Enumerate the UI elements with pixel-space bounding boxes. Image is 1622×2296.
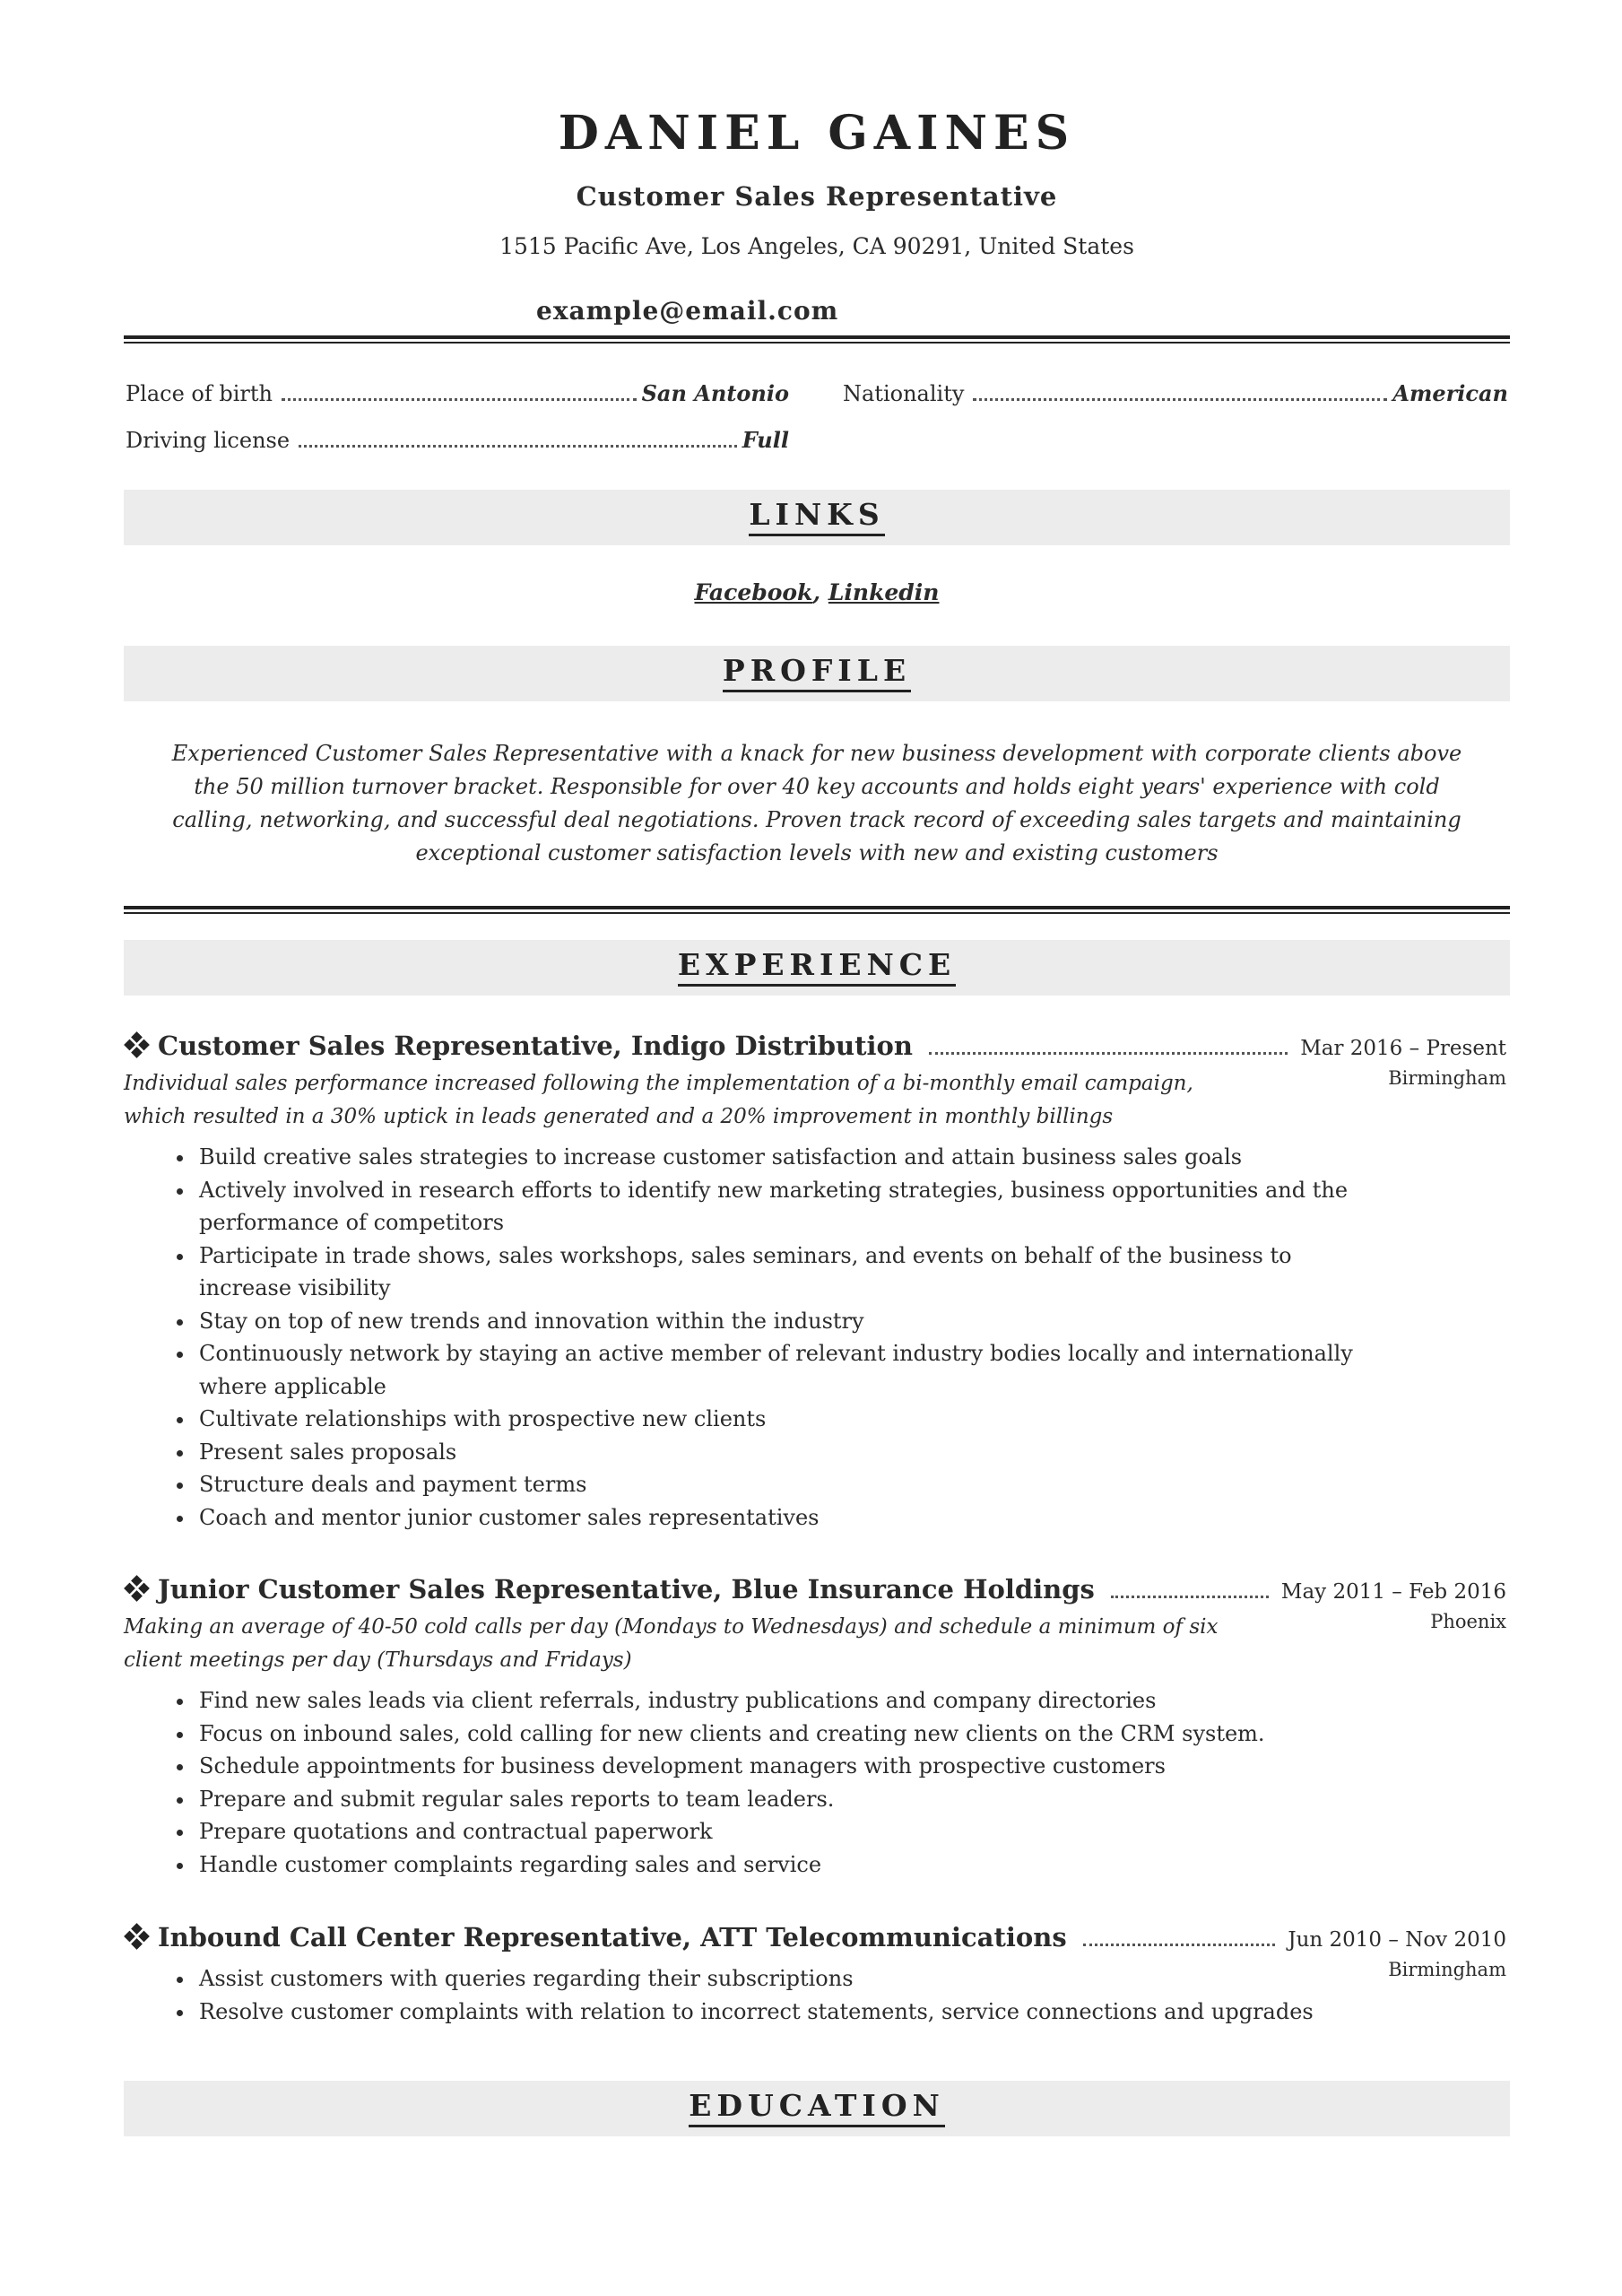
section-education — [124, 2081, 1510, 2136]
experience-description: Individual sales performance increased following the implementation of a bi-monthly email campaign, which resulted in a 30% uptick in leads generated and a 20% improvement in monthly billings — [124, 1072, 1193, 1128]
experience-description: Making an average of 40-50 cold calls per day (Mondays to Wednesdays) and schedule a minimum of six client meetings per day (Thursdays and Fridays) — [124, 1615, 1219, 1672]
experience-date: May 2011 – Feb 2016 — [1280, 1580, 1506, 1604]
section-title: EDUCATION — [689, 2090, 945, 2126]
job-title-heading: Customer Sales Representative — [576, 181, 1058, 212]
experience-bullets — [124, 1684, 1361, 1881]
dotted-leader — [973, 398, 1387, 401]
list-item: • Structure deals and payment terms — [195, 1468, 1361, 1501]
experience-title: Customer Sales Representative, Indigo Distribution — [158, 1031, 913, 1061]
candidate-name: DANIEL GAINES — [558, 106, 1076, 161]
experience-item — [124, 1571, 1510, 1881]
experience-bullets — [124, 1962, 1361, 2028]
dotted-leader — [929, 1052, 1288, 1055]
list-item: • Actively involved in research efforts to identify new marketing strategies, business opportunities and the performance of competitors — [195, 1174, 1361, 1239]
section-title: PROFILE — [723, 655, 911, 691]
diamond-bullet-icon — [124, 1031, 151, 1058]
info-label: Nationality — [843, 381, 965, 406]
list-item: • Handle customer complaints regarding sales and service — [195, 1848, 1361, 1882]
info-value: Full — [742, 427, 789, 453]
list-item: • Assist customers with queries regarding their subscriptions — [195, 1962, 1361, 1996]
dotted-leader — [1083, 1944, 1276, 1946]
list-item: • Prepare and submit regular sales reports to team leaders. — [195, 1783, 1361, 1816]
facebook-link[interactable]: Facebook — [694, 579, 813, 605]
section-links — [124, 490, 1510, 545]
address: 1515 Pacific Ave, Los Angeles, CA 90291, United States — [499, 233, 1134, 259]
experience-title: Inbound Call Center Representative, ATT Telecommunications — [158, 1922, 1067, 1952]
experience-date: Jun 2010 – Nov 2010 — [1288, 1928, 1506, 1952]
links-row — [124, 579, 1510, 605]
info-place-of-birth — [126, 380, 789, 406]
info-value: American — [1392, 380, 1508, 406]
diamond-bullet-icon — [124, 1575, 151, 1602]
list-item: • Continuously network by staying an active member of relevant industry bodies locally and internationally where applicable — [195, 1337, 1361, 1403]
info-driving-license — [126, 427, 789, 453]
link-separator: , — [812, 579, 821, 605]
experience-item — [124, 1028, 1510, 1534]
experience-location: Birmingham — [1388, 1959, 1506, 1980]
dotted-leader — [1111, 1596, 1269, 1598]
experience-date: Mar 2016 – Present — [1300, 1037, 1506, 1060]
linkedin-link[interactable]: Linkedin — [828, 579, 940, 605]
experience-title: Junior Customer Sales Representative, Blue Insurance Holdings — [158, 1574, 1095, 1605]
info-label: Place of birth — [126, 381, 273, 406]
header-divider — [124, 335, 1510, 344]
dotted-leader — [299, 445, 737, 448]
experience-location: Phoenix — [1430, 1611, 1506, 1632]
list-item: • Present sales proposals — [195, 1436, 1361, 1469]
experience-header — [124, 1919, 1510, 1955]
section-title: EXPERIENCE — [678, 949, 956, 986]
experience-location: Birmingham — [1388, 1067, 1506, 1089]
info-label: Driving license — [126, 428, 291, 453]
list-item: • Coach and mentor junior customer sales representatives — [195, 1501, 1361, 1535]
list-item: • Build creative sales strategies to increase customer satisfaction and attain business sales goals — [195, 1141, 1361, 1174]
list-item: • Prepare quotations and contractual paperwork — [195, 1815, 1361, 1848]
list-item: • Stay on top of new trends and innovation within the industry — [195, 1305, 1361, 1338]
experience-header — [124, 1571, 1510, 1607]
list-item: • Schedule appointments for business development managers with prospective customers — [195, 1750, 1361, 1783]
list-item: • Cultivate relationships with prospective new clients — [195, 1403, 1361, 1436]
email[interactable]: example@email.com — [536, 296, 839, 326]
experience-header — [124, 1028, 1510, 1064]
list-item: • Participate in trade shows, sales workshops, sales seminars, and events on behalf of the business to increase visibility — [195, 1239, 1361, 1305]
list-item: • Focus on inbound sales, cold calling for new clients and creating new clients on the CRM system. — [195, 1718, 1361, 1751]
profile-summary: Experienced Customer Sales Representative with a knack for new business development with corporate clients above the 50 million turnover bracket. Responsible for over 40 key accounts and holds eight years' experience with cold calling, networking, and successful deal negotiations. Proven track record of exceeding sales targets and maintaining exceptional customer satisfaction levels with new and existing customers — [171, 741, 1462, 865]
section-title: LINKS — [749, 499, 884, 535]
profile-divider — [124, 906, 1510, 914]
info-value: San Antonio — [641, 380, 789, 406]
experience-item — [124, 1919, 1510, 2028]
section-profile — [124, 646, 1510, 701]
info-nationality — [843, 380, 1508, 406]
list-item: • Resolve customer complaints with relation to incorrect statements, service connections and upgrades — [195, 1996, 1361, 2029]
dotted-leader — [282, 398, 637, 401]
section-experience — [124, 940, 1510, 996]
diamond-bullet-icon — [124, 1923, 151, 1950]
list-item: • Find new sales leads via client referrals, industry publications and company directories — [195, 1684, 1361, 1718]
experience-bullets — [124, 1141, 1361, 1534]
